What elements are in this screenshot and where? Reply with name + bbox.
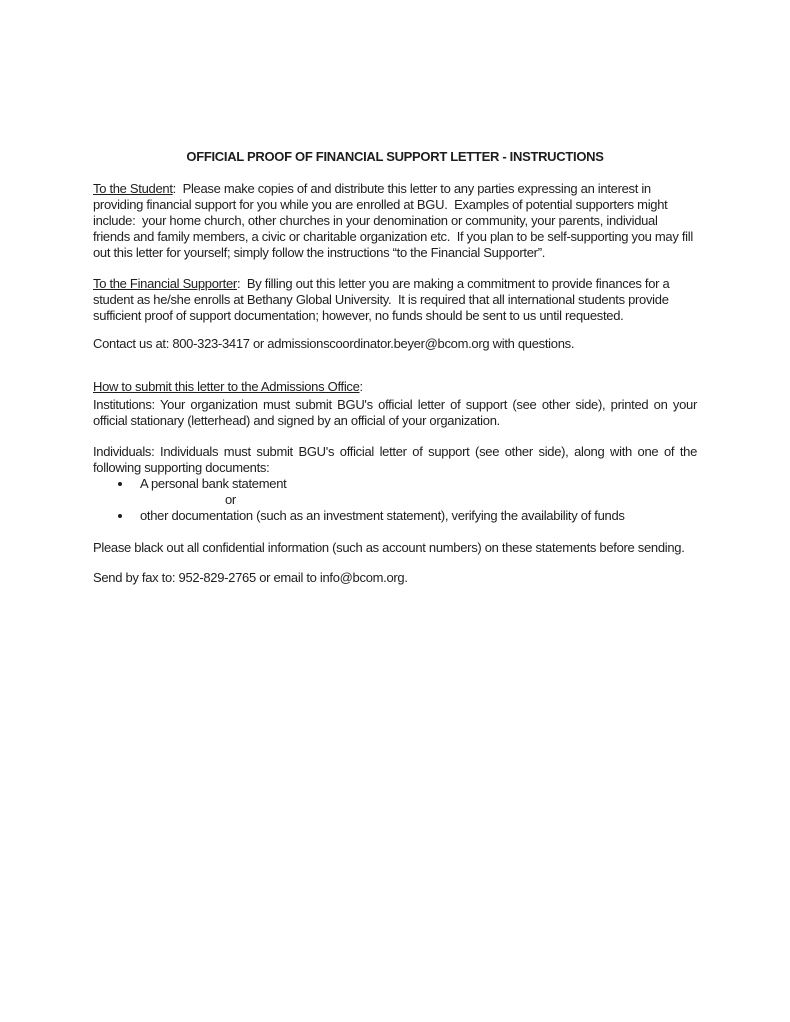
list-item-bank-statement xyxy=(93,476,697,492)
list-or-separator xyxy=(93,492,697,508)
how-to-submit-heading xyxy=(93,379,697,395)
supporting-documents-list xyxy=(93,476,697,524)
to-financial-supporter-paragraph xyxy=(93,276,697,324)
how-to-submit-heading-colon: : xyxy=(359,379,363,394)
bullet-icon xyxy=(118,482,122,486)
bullet-icon xyxy=(118,514,122,518)
individuals-paragraph: Individuals: Individuals must submit BGU's official letter of support (see other side), along with one of the following supporting documents: xyxy=(93,444,697,475)
contact-line: Contact us at: 800-323-3417 or admissionscoordinator.beyer@bcom.org with questions. xyxy=(93,336,575,351)
page-title: OFFICIAL PROOF OF FINANCIAL SUPPORT LETTER - INSTRUCTIONS xyxy=(186,149,604,164)
to-student-text: : Please make copies of and distribute this letter to any parties expressing an interest in providing financial support for you while you are enrolled at BGU. Examples of potential supporters might include: your home church, other churches in your denomination or community, your parents, individual friends and family members, a civic or charitable organization etc. If you plan to be self-supporting you may fill out this letter for yourself; simply follow the instructions “to the Financial Supporter”. xyxy=(93,181,697,260)
black-out-note-paragraph: Please black out all confidential information (such as account numbers) on these statements before sending. xyxy=(93,540,685,555)
to-student-label: To the Student xyxy=(93,181,173,196)
institutions-paragraph: Institutions: Your organization must submit BGU's official letter of support (see other side), printed on your official stationary (letterhead) and signed by an official of your organization. xyxy=(93,397,697,428)
to-financial-supporter-text: : By filling out this letter you are making a commitment to provide finances for a student as he/she enrolls at Bethany Global University. It is required that all international students provide sufficient proof of support documentation; however, no funds should be sent to us until requested. xyxy=(93,276,673,323)
list-item-other-documentation xyxy=(93,508,697,524)
how-to-submit-heading-label: How to submit this letter to the Admissions Office xyxy=(93,379,360,394)
send-by-fax-line: Send by fax to: 952-829-2765 or email to info@bcom.org. xyxy=(93,570,408,585)
to-student-paragraph xyxy=(93,181,697,261)
or-label: or xyxy=(225,492,236,507)
to-financial-supporter-label: To the Financial Supporter xyxy=(93,276,237,291)
list-item-bank-statement-text: A personal bank statement xyxy=(140,476,287,491)
list-item-other-documentation-text: other documentation (such as an investment statement), verifying the availability of funds xyxy=(140,508,625,523)
